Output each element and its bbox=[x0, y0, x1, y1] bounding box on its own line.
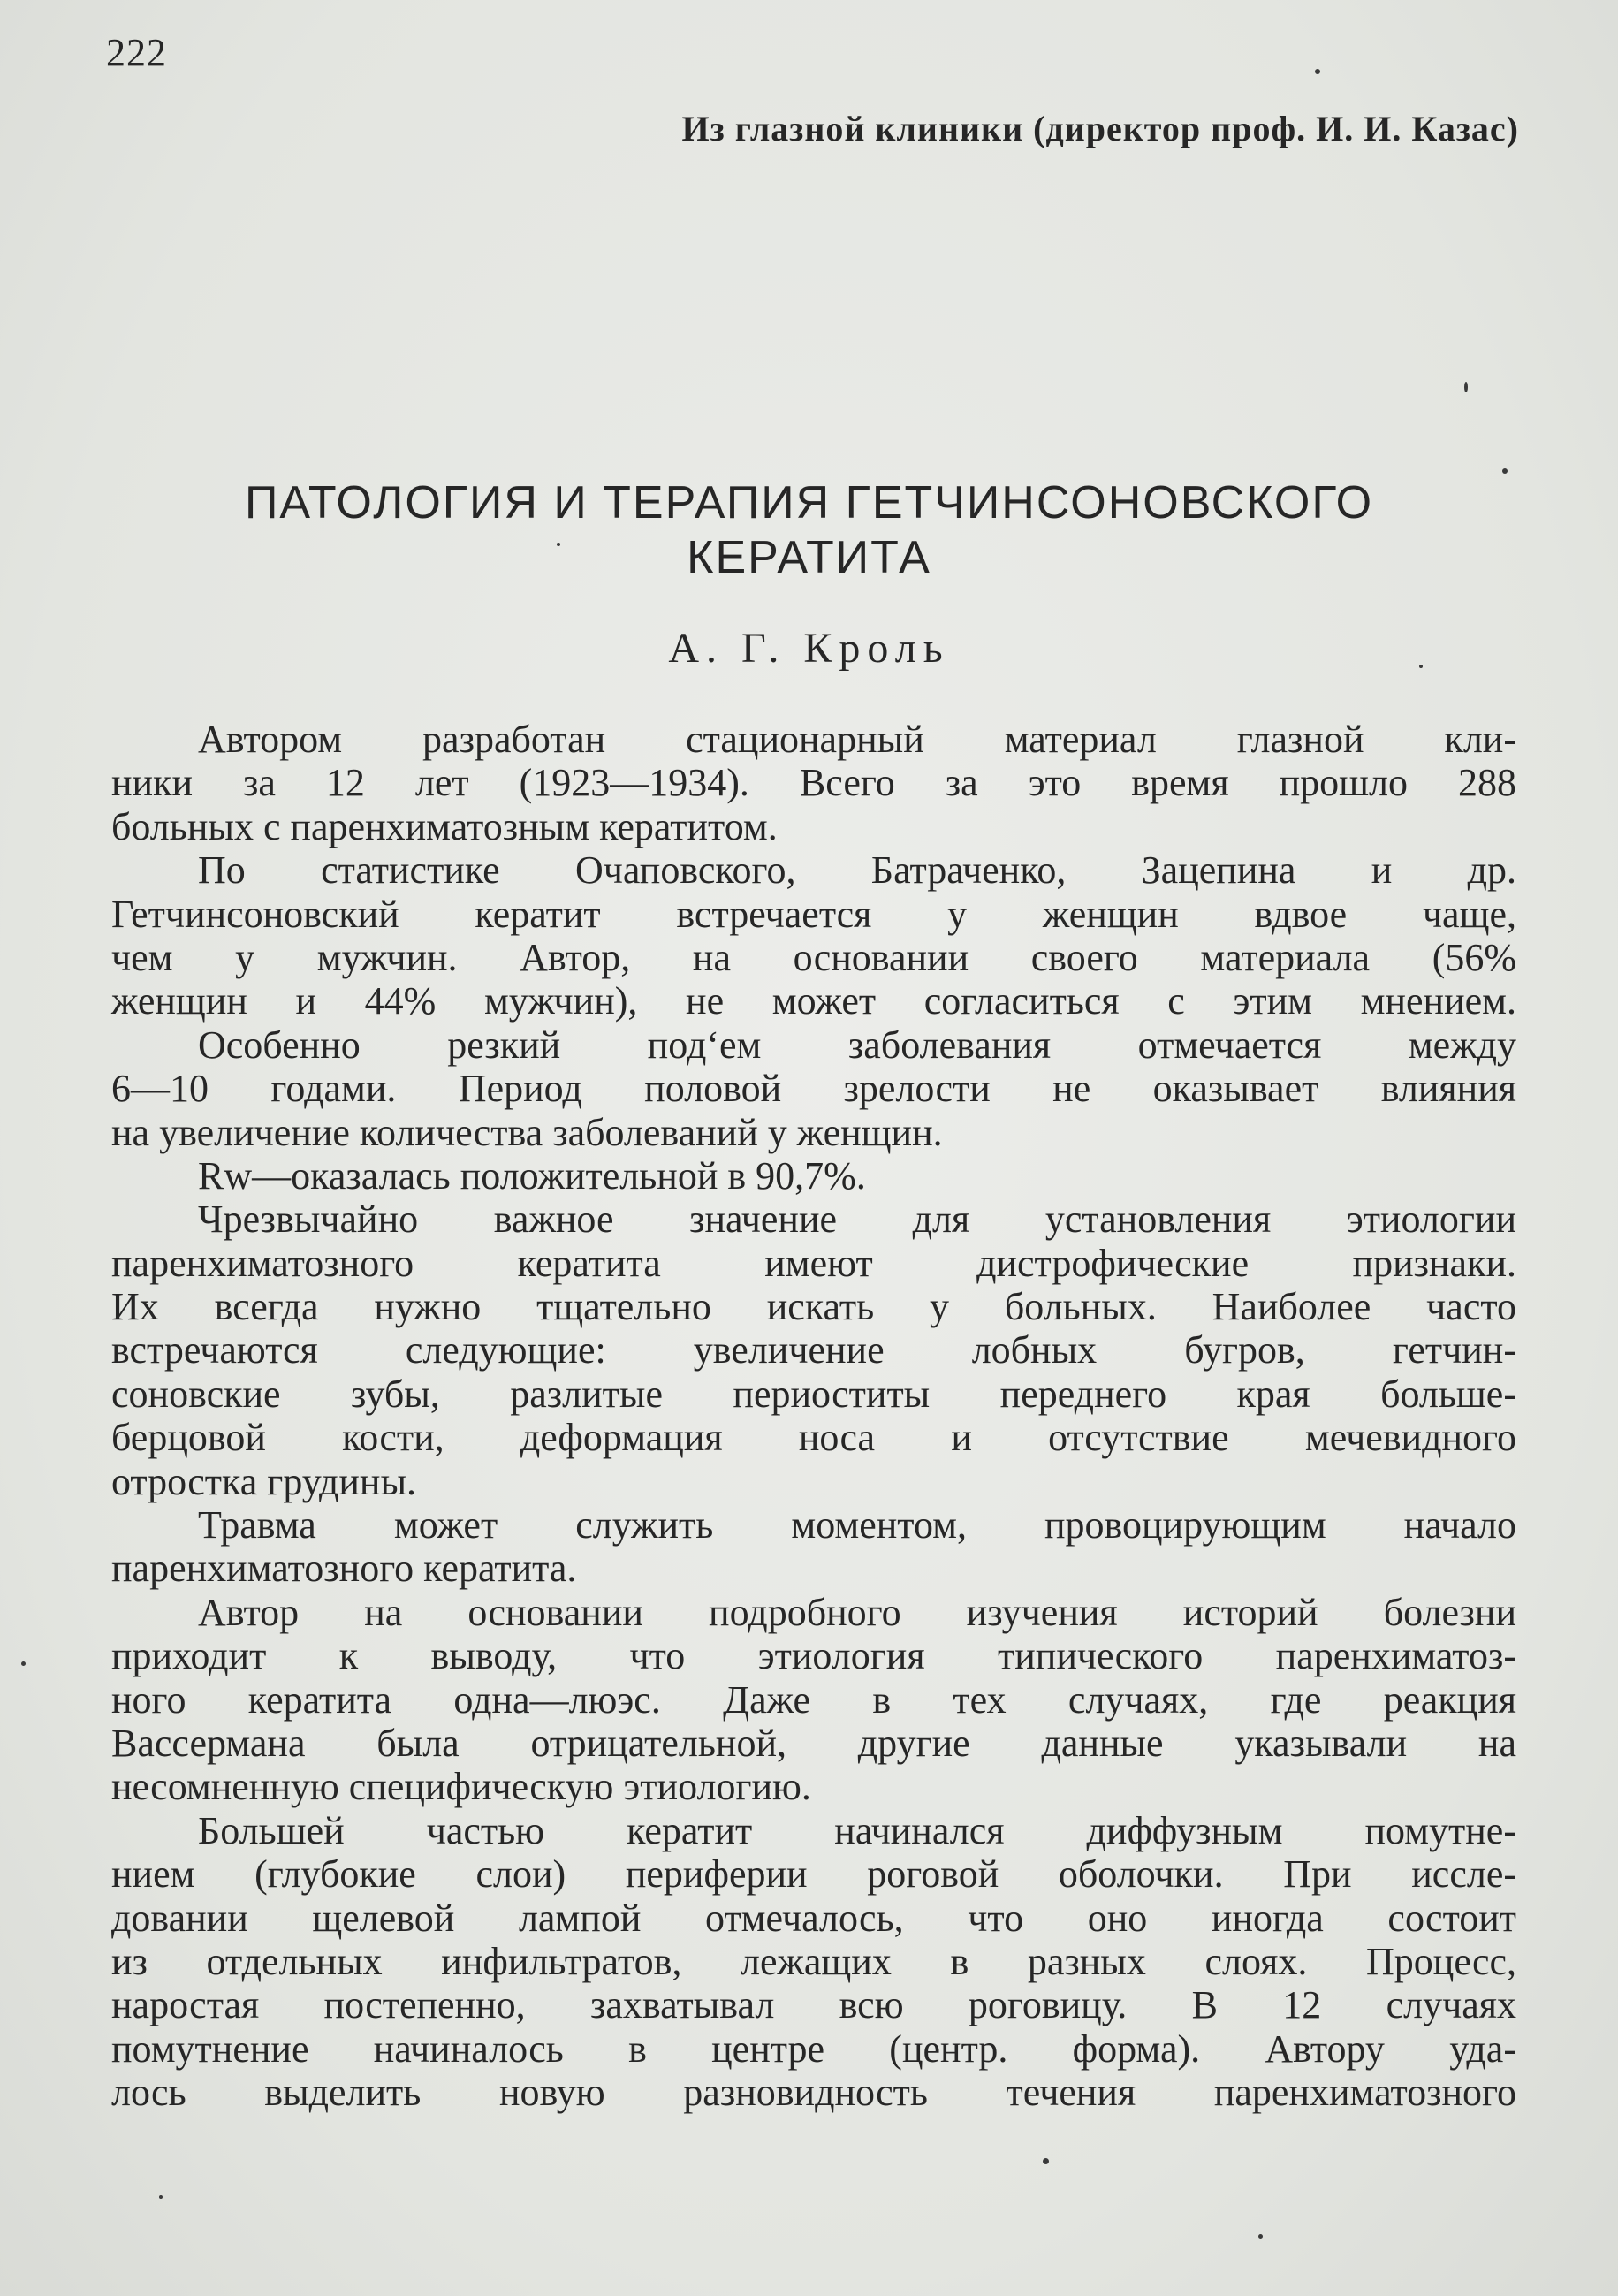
text-line: довании щелевой лампой отмечалось, что оно иногда состоит bbox=[111, 1896, 1516, 1940]
text-line: помутнение начиналось в центре (центр. форма). Автору уда- bbox=[111, 2026, 1516, 2071]
author-name: А. Г. Кроль bbox=[668, 625, 950, 672]
page-number: 222 bbox=[106, 31, 167, 74]
text-line: Автор на основании подробного изучения историй болезни bbox=[198, 1590, 1516, 1634]
text-line: берцовой кости, деформация носа и отсутствие мечевидного bbox=[111, 1416, 1516, 1460]
title-line: ПАТОЛОГИЯ И ТЕРАПИЯ ГЕТЧИНСОНОВСКОГО bbox=[244, 477, 1374, 528]
text-line: Rw—оказалась положительной в 90,7%. bbox=[198, 1153, 866, 1197]
text-line: отростка грудины. bbox=[111, 1459, 417, 1503]
text-line: Особенно резкий под‘ем заболевания отмечается между bbox=[198, 1023, 1516, 1067]
text-line: Большей частью кератит начинался диффузным помутне- bbox=[198, 1808, 1516, 1852]
text-line: несомненную специфическую этиологию. bbox=[111, 1765, 811, 1809]
text-line: ного кератита одна—люэс. Даже в тех случаях, где реакция bbox=[111, 1677, 1516, 1722]
text-line: ники за 12 лет (1923—1934). Всего за это время прошло 288 bbox=[111, 761, 1516, 805]
scan-speck bbox=[159, 2195, 163, 2199]
text-line: паренхиматозного кератита. bbox=[111, 1547, 577, 1591]
scan-speck bbox=[557, 543, 560, 546]
text-line: По статистике Очаповского, Батраченко, Зацепина и др. bbox=[198, 848, 1516, 893]
text-line: лось выделить новую разновидность течения паренхиматозного bbox=[111, 2071, 1516, 2115]
text-line: Травма может служить моментом, провоцирующим начало bbox=[198, 1503, 1516, 1547]
text-line: чем у мужчин. Автор, на основании своего материала (56% bbox=[111, 935, 1516, 979]
text-line: из отдельных инфильтратов, лежащих в разных слоях. Процесс, bbox=[111, 1939, 1516, 1983]
text-line: больных с паренхиматозным кератитом. bbox=[111, 804, 778, 848]
text-line: встречаются следующие: увеличение лобных бугров, гетчин- bbox=[111, 1328, 1516, 1372]
article-title bbox=[0, 475, 1618, 585]
text-line: Вассермана была отрицательной, другие данные указывали на bbox=[111, 1721, 1516, 1765]
text-line: паренхиматозного кератита имеют дистрофические признаки. bbox=[111, 1241, 1516, 1285]
scan-speck bbox=[1464, 382, 1468, 392]
scan-speck bbox=[1419, 665, 1423, 668]
text-line: на увеличение количества заболеваний у женщин. bbox=[111, 1110, 943, 1154]
text-line: Автором разработан стационарный материал глазной кли- bbox=[198, 718, 1516, 761]
text-line: нием (глубокие слои) периферии роговой оболочки. При иссле- bbox=[111, 1852, 1516, 1897]
scan-speck bbox=[21, 1661, 26, 1666]
scan-speck bbox=[1315, 69, 1320, 74]
article-body bbox=[111, 718, 1516, 2115]
text-line: Их всегда нужно тщательно искать у больных. Наиболее часто bbox=[111, 1285, 1516, 1329]
text-line: наростая постепенно, захватывал всю роговицу. В 12 случаях bbox=[111, 1983, 1516, 2027]
text-line: Чрезвычайно важное значение для установления этиологии bbox=[198, 1197, 1516, 1242]
scan-speck bbox=[1043, 2158, 1049, 2164]
text-line: соновские зубы, разлитые периоститы переднего края больше- bbox=[111, 1372, 1516, 1416]
title-line: КЕРАТИТА bbox=[687, 532, 931, 583]
scan-speck bbox=[1258, 2234, 1263, 2239]
scan-speck bbox=[1502, 468, 1508, 474]
text-line: женщин и 44% мужчин), не может согласиться с этим мнением. bbox=[111, 979, 1516, 1023]
institution-header: Из глазной клиники (директор проф. И. И. Казас) bbox=[681, 109, 1519, 148]
text-line: Гетчинсоновский кератит встречается у женщин вдвое чаще, bbox=[111, 892, 1516, 936]
text-line: 6—10 годами. Период половой зрелости не оказывает влияния bbox=[111, 1067, 1516, 1111]
text-line: приходит к выводу, что этиология типического паренхиматоз- bbox=[111, 1634, 1516, 1678]
